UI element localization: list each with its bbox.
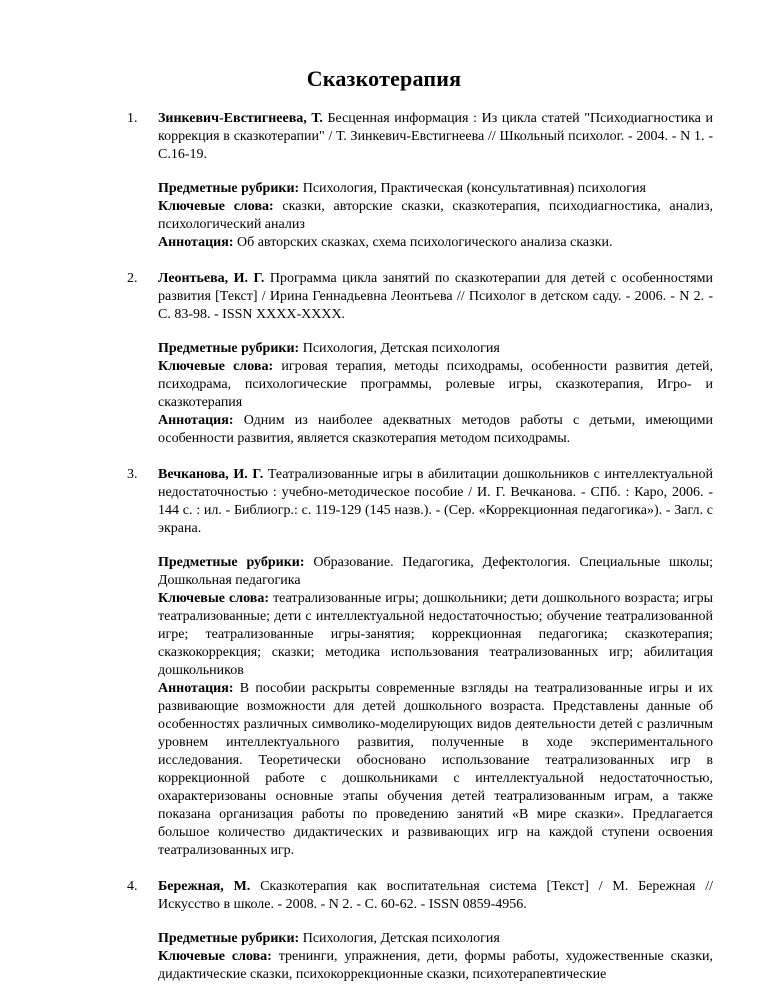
list-item: [0, 110, 768, 252]
subjects-value: Психология, Детская психология: [302, 931, 500, 946]
page-title: Сказкотерапия: [306, 66, 462, 91]
bibliography-list: [0, 110, 768, 1002]
entry-citation-text: Сказкотерапия как воспитательная система [Текст] / М. Бережная // Искусство в школе. - 2008. - N 2. - С. 60-62. - ISSN 0859-4956.: [158, 879, 713, 912]
entry-meta: [158, 180, 713, 252]
subjects-label: Предметные рубрики:: [158, 555, 305, 570]
keywords-value: тренинги, упражнения, дети, формы работы, художественные сказки, дидактические сказки, психокоррекционные сказки, психотерапевтические: [158, 949, 714, 982]
entry-author: Бережная, М.: [158, 879, 251, 894]
annotation-line: [158, 680, 713, 860]
entry-author: Леонтьева, И. Г.: [158, 271, 265, 286]
keywords-line: [158, 358, 713, 412]
keywords-line: [158, 198, 713, 234]
keywords-label: Ключевые слова:: [158, 199, 274, 214]
entry-number: 3.: [127, 467, 138, 482]
entry-citation: [158, 878, 713, 914]
subjects-line: [158, 180, 713, 198]
annotation-line: [158, 234, 713, 252]
annotation-value: Об авторских сказках, схема психологического анализа сказки.: [236, 235, 613, 250]
keywords-line: [158, 948, 713, 984]
entry-author: Вечканова, И. Г.: [158, 467, 264, 482]
entry-citation-text: Программа цикла занятий по сказкотерапии для детей с особенностями развития [Текст] / Ирина Геннадьевна Леонтьева // Психолог в детском саду. - 2006. - N 2. - С. 83-98. - ISSN XXXX-XXXX.: [158, 271, 713, 322]
subjects-line: [158, 554, 713, 590]
subjects-label: Предметные рубрики:: [158, 931, 300, 946]
annotation-value: Одним из наиболее адекватных методов работы с детьми, имеющими особенности развития, является сказкотерапия методом психодрамы.: [158, 413, 713, 446]
subjects-value: Психология, Детская психология: [302, 341, 500, 356]
subjects-value: Психология, Практическая (консультативная) психология: [302, 181, 646, 196]
subjects-line: [158, 930, 713, 948]
keywords-value: игровая терапия, методы психодрамы, особенности развития детей, психодрама, психологические программы, ролевые игры, сказкотерапия, Игро- и сказкотерапия: [158, 359, 714, 410]
entry-citation-text: Театрализованные игры в абилитации дошкольников с интеллектуальной недостаточностью : учебно-методическое пособие / И. Г. Вечканова. - СПб. : Каро, 2006. - 144 с. : ил. - Библиогр.: с. 119-129 (145 назв.). - (Сер. «Коррекционная педагогика»). - Загл. с экрана.: [158, 467, 714, 536]
entry-citation: [158, 466, 713, 538]
entry-number: 1.: [127, 111, 138, 126]
list-item: [0, 270, 768, 448]
keywords-label: Ключевые слова:: [158, 591, 269, 606]
entry-citation: [158, 110, 713, 164]
annotation-label: Аннотация:: [158, 235, 234, 250]
subjects-label: Предметные рубрики:: [158, 341, 300, 356]
keywords-value: сказки, авторские сказки, сказкотерапия, психодиагностика, анализ, психологический анализ: [158, 199, 713, 232]
annotation-label: Аннотация:: [158, 681, 234, 696]
entry-author: Зинкевич-Евстигнеева, Т.: [158, 111, 323, 126]
keywords-value: театрализованные игры; дошкольники; дети дошкольного возраста; игры театрализованные; дети с интеллектуальной недостаточностью; обучение театрализованной игре; театрализованные игры-занятия; коррекционная педагогика; сказкотерапия; сказкокоррекция; сказки; методика использования театрализованных игр; абилитация дошкольников: [158, 591, 713, 678]
list-item: [0, 466, 768, 860]
annotation-value: В пособии раскрыты современные взгляды на театрализованные игры и их развивающие возможности для детей дошкольного возраста. Представлены данные об особенностях различных символико-моделирующих видов деятельности детей с различным уровнем интеллектуального развития, полученные в ходе экспериментального исследования. Теоретически обосновано использование театрализованных игр в коррекционной работе с дошкольниками с интеллектуальной недостаточностью, охарактеризованы основные этапы обучения детей театрализованным играм, а также показана организация работы по проведению занятий «В мире сказки». Предлагается большое количество дидактических и развивающих игр на каждой ступени освоения театрализованных игр.: [158, 681, 713, 858]
entry-meta: [158, 930, 713, 984]
annotation-label: Аннотация:: [158, 413, 234, 428]
list-item: [0, 878, 768, 984]
subjects-line: [158, 340, 713, 358]
entry-meta: [158, 554, 713, 860]
keywords-label: Ключевые слова:: [158, 359, 274, 374]
entry-number: 4.: [127, 879, 138, 894]
subjects-label: Предметные рубрики:: [158, 181, 300, 196]
annotation-line: [158, 412, 713, 448]
entry-citation: [158, 270, 713, 324]
entry-citation-text: Бесценная информация : Из цикла статей "Психодиагностика и коррекция в сказкотерапии" / Т. Зинкевич-Евстигнеева // Школьный психолог. - 2004. - N 1. - С.16-19.: [158, 111, 714, 162]
keywords-line: [158, 590, 713, 680]
keywords-label: Ключевые слова:: [158, 949, 272, 964]
subjects-value: Образование. Педагогика, Дефектология. Специальные школы; Дошкольная педагогика: [158, 555, 713, 588]
entry-meta: [158, 340, 713, 448]
entry-number: 2.: [127, 271, 138, 286]
